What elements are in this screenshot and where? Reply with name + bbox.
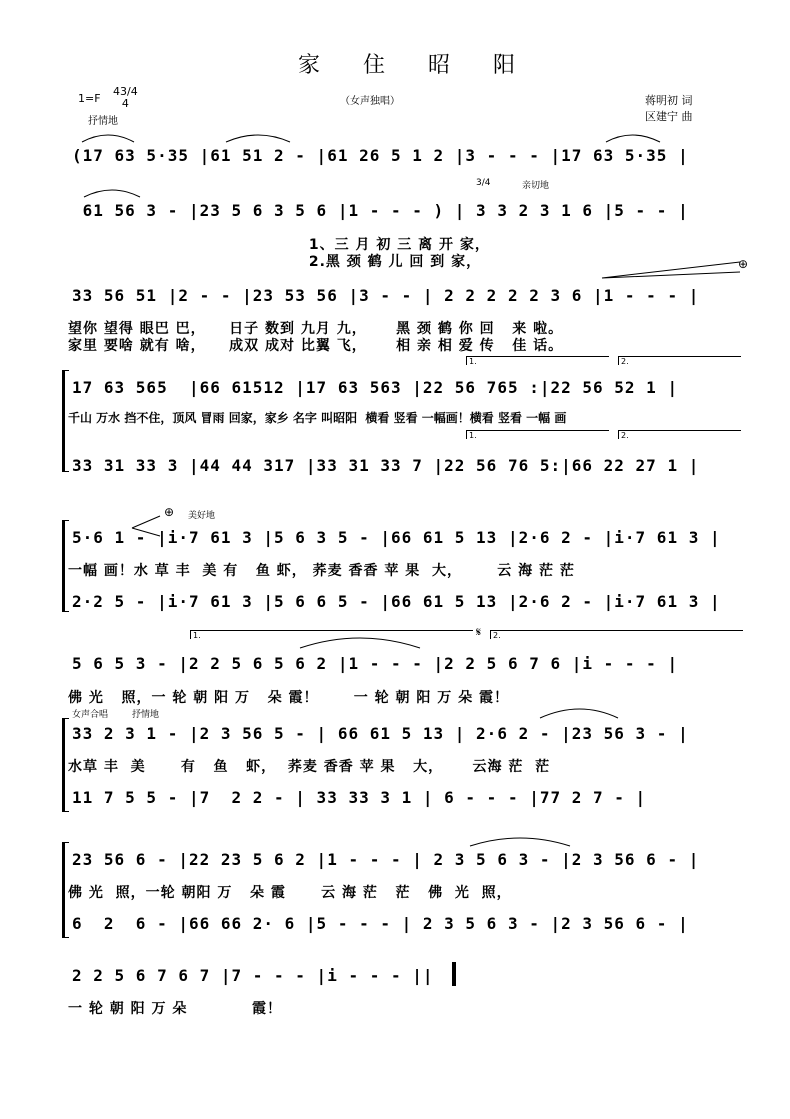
notes-row-3: 33 56 51 |2 - - |23 53 56 |3 - - | 2 2 2 2 2 3 6 |1 - - - |	[72, 286, 700, 305]
chorus-marking: 女声合唱	[72, 710, 109, 720]
expression-beautiful: 美好地	[188, 511, 216, 521]
volta-1: 1.	[466, 356, 609, 365]
subtitle: （女声独唱）	[340, 96, 400, 107]
notes-row-7-upper: 33 2 3 1 - |2 3 56 5 - | 66 61 5 13 | 2·6 2 - |23 56 3 - |	[72, 724, 689, 743]
tempo-marking: 抒情地	[88, 116, 118, 127]
lyrics-row-5: 一幅 画！水 草 丰 美 有 鱼 虾， 荞麦 香香 苹 果 大， 云 海 茫 茫	[68, 563, 575, 579]
notes-row-1: (17 63 5·35 |61 51 2 - |61 26 5 1 2 |3 - - - |17 63 5·35 |	[72, 146, 689, 165]
lyrics-row-7: 水草 丰 美 有 鱼 虾， 荞麦 香香 苹 果 大， 云海 茫 茫	[68, 759, 551, 775]
svg-text:⊕: ⊕	[738, 257, 749, 271]
notes-row-2: 61 56 3 - |23 5 6 3 5 6 |1 - - - ) | 3 3 2 3 1 6 |5 - - |	[72, 201, 689, 220]
time-denominator: 4	[121, 97, 129, 110]
notes-row-4-upper: 17 63 565 |66 61512 |17 63 563 |22 56 765 :|22 56 52 1 |	[72, 378, 679, 397]
notes-row-5-upper: 5·6 1 - |i·7 61 3 |5 6 3 5 - |66 61 5 13 |2·6 2 - |i·7 61 3 |	[72, 528, 721, 547]
expression-kind: 亲切地	[522, 181, 550, 191]
lyrics-row-4: 千山 万水 挡不住，顶风 冒雨 回家，家乡 名字 叫昭阳 横看 竖看 一幅画！横看 竖看 一幅 画	[68, 411, 567, 425]
notes-row-8-upper: 23 56 6 - |22 23 5 6 2 |1 - - - | 2 3 5 6 3 - |2 3 56 6 - |	[72, 850, 700, 869]
notes-row-7-lower: 11 7 5 5 - |7 2 2 - | 33 33 3 1 | 6 - - - |77 2 7 - |	[72, 788, 647, 807]
lyricist: 蒋明初 词	[645, 94, 693, 107]
svg-text:⊕: ⊕	[164, 505, 175, 519]
notes-row-4-lower: 33 31 33 3 |44 44 317 |33 31 33 7 |22 56 76 5:|66 22 27 1 |	[72, 456, 700, 475]
volta-2-lower: 2.	[618, 430, 741, 439]
volta-2-row-6: 2.	[490, 630, 743, 639]
lyrics-row-3-verse-2: 家里 要啥 就有 啥， 成双 成对 比翼 飞， 相 亲 相 爱 传 佳 话。	[68, 338, 564, 354]
lyrics-row-6: 佛 光 照，一 轮 朝 阳 万 朵 霞！ 一 轮 朝 阳 万 朵 霞！	[68, 690, 509, 706]
notes-row-6: 5 6 5 3 - |2 2 5 6 5 6 2 |1 - - - |2 2 5 6 7 6 |i - - - |	[72, 654, 679, 673]
notes-row-5-lower: 2·2 5 - |i·7 61 3 |5 6 6 5 - |66 61 5 13 |2·6 2 - |i·7 61 3 |	[72, 592, 721, 611]
notes-row-9: 2 2 5 6 7 6 7 |7 - - - |i - - - ||	[72, 966, 434, 985]
page-title: 家 住 昭 阳	[298, 53, 533, 78]
lyrics-row-2-verse-2: 2.黑 颈 鹤 儿 回 到 家，	[68, 254, 482, 270]
volta-2: 2.	[618, 356, 741, 365]
lyrics-row-3-verse-1: 望你 望得 眼巴 巴， 日子 数到 九月 九， 黑 颈 鹤 你 回 来 啦。	[68, 321, 564, 337]
lyrics-row-9: 一 轮 朝 阳 万 朵 霞！	[68, 1001, 282, 1017]
lyrics-row-8: 佛 光 照，一轮 朝阳 万 朵 霞 云 海 茫 茫 佛 光 照，	[68, 885, 512, 901]
lyrical-marking: 抒情地	[132, 710, 160, 720]
time-numerator: 43/4	[113, 85, 138, 98]
lyrics-row-2-verse-1: 1、三 月 初 三 离 开 家，	[68, 237, 490, 253]
final-barline	[452, 962, 456, 986]
composer: 区建宁 曲	[645, 110, 693, 123]
volta-1-row-6: 1.	[190, 630, 473, 639]
volta-1-lower: 1.	[466, 430, 609, 439]
key-signature: 1=F	[78, 92, 101, 105]
svg-text:𝄋: 𝄋	[476, 625, 482, 639]
time-change: 3/4	[476, 178, 491, 188]
notes-row-8-lower: 6 2 6 - |66 66 2· 6 |5 - - - | 2 3 5 6 3 - |2 3 56 6 - |	[72, 914, 689, 933]
